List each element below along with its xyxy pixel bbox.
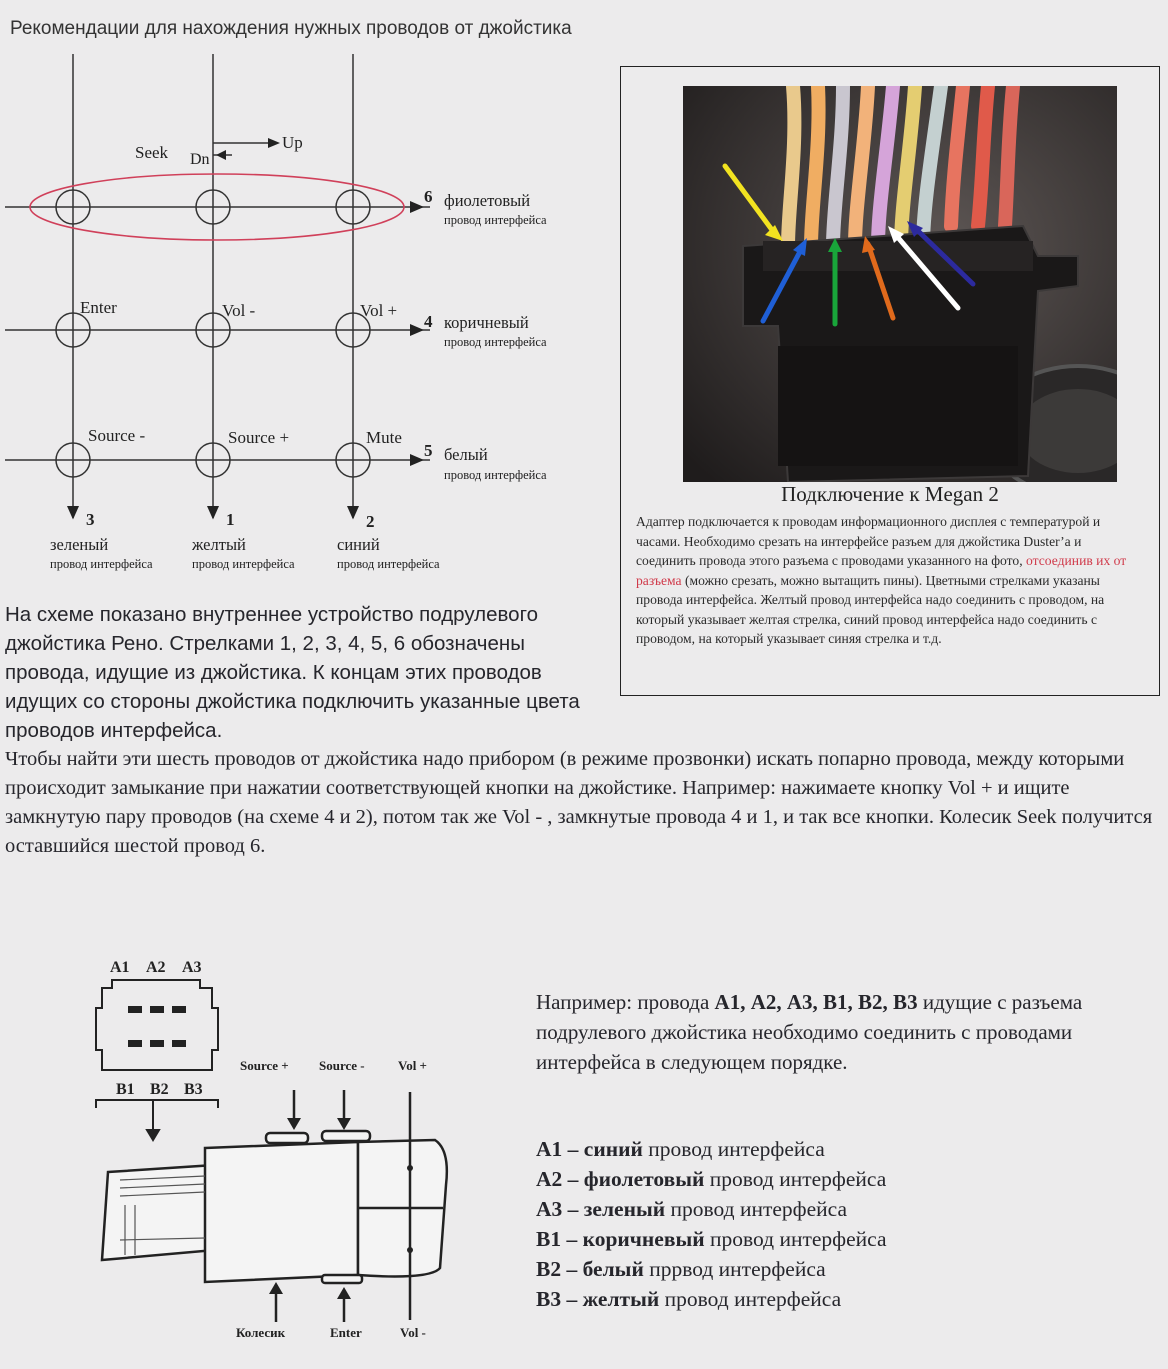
row-sub: провод интерфейса (444, 335, 547, 349)
row-num: 6 (424, 187, 433, 206)
vol-plus-label: Vol + (398, 1058, 427, 1073)
pin-label: A1 (110, 959, 130, 976)
pin-label: B3 (184, 1081, 203, 1098)
source-plus-label: Source + (240, 1058, 289, 1073)
pin-mapping-list (536, 1134, 1156, 1314)
photo-text-highlight: отсоединив их от разъема (636, 553, 1127, 588)
photo-text-part: Адаптер подключается к проводам информационного дисплея с температурой и часами. Необходимо срезать на интерфейсе разъем для джойстика Duster’a и соединить провода этого разъема с проводами указанного на фото, (636, 514, 1101, 568)
joystick-matrix-diagram (0, 40, 610, 600)
photo-description (636, 512, 1136, 649)
col-num: 3 (86, 510, 95, 529)
instruction-paragraph: Чтобы найти эти шесть проводов от джойстика надо прибором (в режиме прозвонки) искать попарно провода, между которыми происходит замыкание при нажатии соответствующей кнопки на джойстике. Например: нажимаете кнопку Vol + и ищите замкнутую пару проводов (на схеме 4 и 2), потом так же Vol - , замкнутые провода 4 и 1, и так все кнопки. Колесик Seek получится оставшийся шестой провод 6. (5, 748, 1153, 857)
mapping-row: А2 – фиолетовый провод интерфейса (536, 1167, 887, 1191)
mapping-row: В1 – коричневый провод интерфейса (536, 1227, 887, 1251)
page-title: Рекомендации для нахождения нужных проводов от джойстика (10, 18, 572, 39)
pin-label: B1 (116, 1081, 135, 1098)
vol-minus-label: Vol - (222, 301, 256, 320)
mapping-row: А1 – синий провод интерфейса (536, 1137, 825, 1161)
enter-label: Enter (80, 298, 117, 317)
description-paragraph: На схеме показано внутреннее устройство подрулевого джойстика Рено. Стрелками 1, 2, 3, 4, 5, 6 обозначены провода, идущие из джойстика. К концам этих проводов идущих со стороны джойстика подключить указанные цвета проводов интерфейса. (5, 603, 580, 742)
col-color: зеленый (50, 535, 109, 554)
col-sub: провод интерфейса (50, 557, 153, 571)
example-pins: А1, А2, А3, В1, В2, В3 (714, 990, 918, 1014)
source-minus-label: Source - (319, 1058, 365, 1073)
photo-caption: Подключение к Megan 2 (781, 482, 999, 506)
enter-label: Enter (330, 1325, 362, 1340)
connector-photo (683, 86, 1117, 482)
mapping-row: А3 – зеленый провод интерфейса (536, 1197, 847, 1221)
col-num: 1 (226, 510, 235, 529)
source-plus-label: Source + (228, 428, 290, 447)
vol-minus-label: Vol - (400, 1325, 426, 1340)
up-label: Up (282, 133, 303, 152)
col-color: синий (337, 535, 380, 554)
row-color: фиолетовый (444, 191, 531, 210)
connector-diagram (90, 950, 540, 1355)
pin-label: A3 (182, 959, 202, 976)
mapping-row: В3 – желтый провод интерфейса (536, 1287, 842, 1311)
dn-label: Dn (190, 151, 210, 168)
vol-plus-label: Vol + (360, 301, 398, 320)
source-minus-label: Source - (88, 426, 146, 445)
pin-label: B2 (150, 1081, 169, 1098)
row-color: белый (444, 445, 488, 464)
photo-text-part: (можно срезать, можно вытащить пины). Цветными стрелками указаны провода интерфейса. Желтый провод интерфейса надо соединить с проводом, на который указывает желтая стрелка, синий провод интерфейса надо соединить с проводом, на который указывает синяя стрелка и т.д. (636, 572, 1105, 646)
row-num: 4 (424, 312, 433, 331)
wheel-label: Колесик (236, 1325, 286, 1340)
row-sub: провод интерфейса (444, 468, 547, 482)
col-num: 2 (366, 512, 375, 531)
row-color: коричневый (444, 313, 529, 332)
example-text (536, 987, 1146, 1077)
mapping-row: В2 – белый пррвод интерфейса (536, 1257, 826, 1281)
col-sub: провод интерфейса (337, 557, 440, 571)
col-color: желтый (192, 535, 246, 554)
example-post: идущие с разъема подрулевого джойстика необходимо соединить с проводами интерфейса в следующем порядке. (536, 990, 1083, 1074)
row-num: 5 (424, 441, 433, 460)
seek-label: Seek (135, 143, 169, 162)
row-sub: провод интерфейса (444, 213, 547, 227)
example-pre: Например: провода (536, 990, 715, 1014)
col-sub: провод интерфейса (192, 557, 295, 571)
pin-label: A2 (146, 959, 166, 976)
mute-label: Mute (366, 428, 402, 447)
